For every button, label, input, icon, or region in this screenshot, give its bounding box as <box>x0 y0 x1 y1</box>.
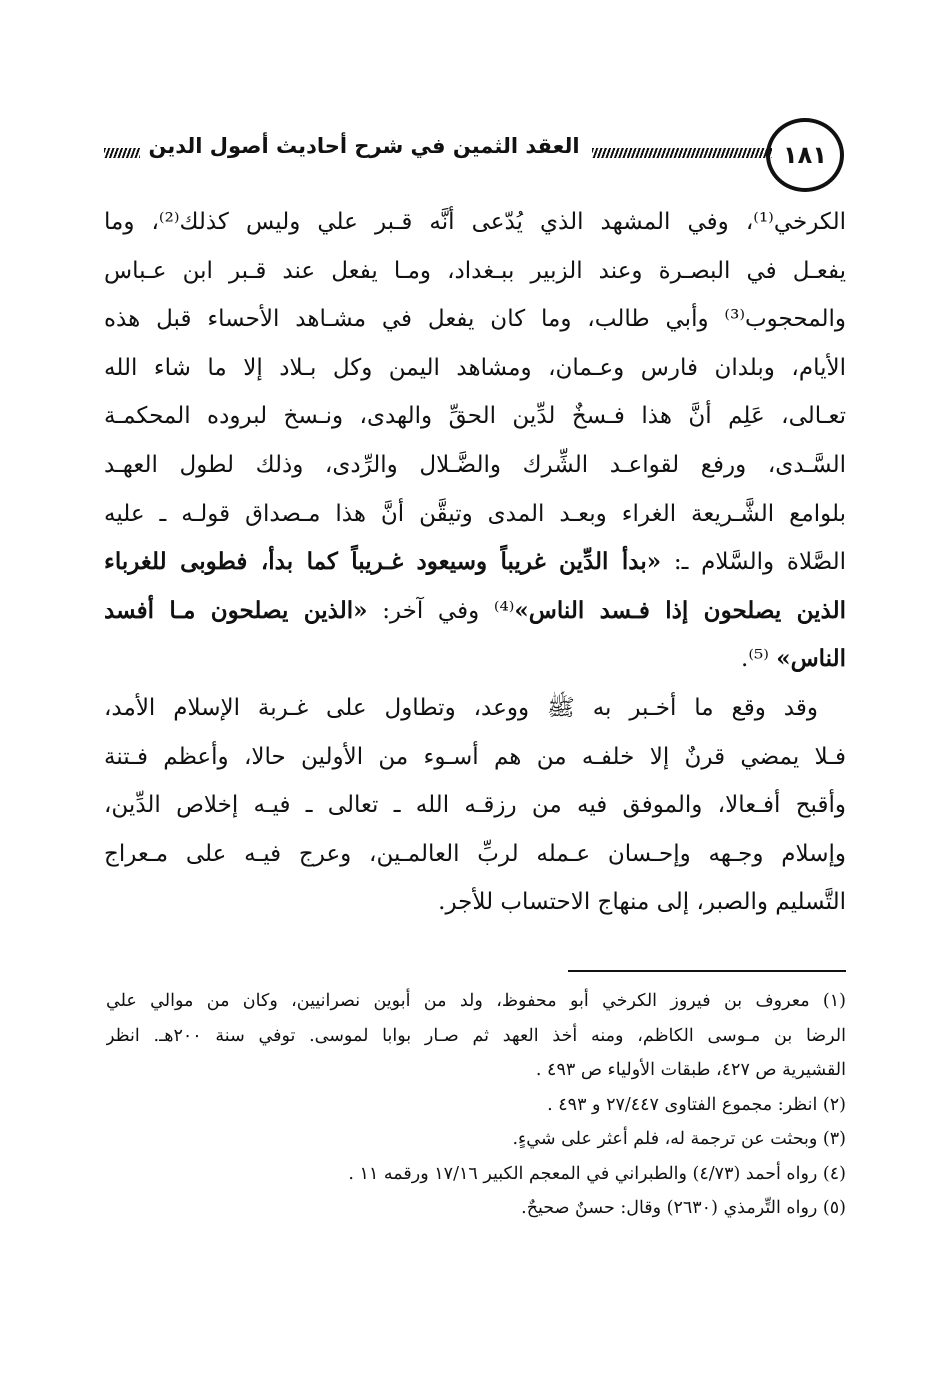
text-line <box>104 733 846 782</box>
text-line-content: وفي آخر: <box>382 597 480 624</box>
text-line <box>104 684 846 733</box>
header-ornament-left <box>104 148 144 158</box>
text-line-content: الصَّلاة والسَّلام ـ: <box>673 549 846 576</box>
text-line <box>104 490 846 539</box>
text-line <box>104 635 846 684</box>
main-text <box>104 198 846 927</box>
footnotes <box>106 984 846 1226</box>
footnote-line: القشيرية ص ٤٢٧، طبقات الأولياء ص ٤٩٣ . <box>535 1060 846 1080</box>
text-line <box>104 392 846 441</box>
text-line <box>104 295 846 344</box>
footnote-line: (٥) رواه التِّرمذي (٢٦٣٠) وقال: حسنٌ صحيحٌ. <box>521 1198 846 1218</box>
text-line-content: والمحجوب⁽³⁾ وأبي طالب، وما كان يفعل في مشـاهد الأحساء قبل هذه <box>104 306 846 333</box>
header-ornament-right <box>592 148 772 158</box>
text-line-content: بلوامع الشَّـريعة الغراء وبعـد المدى وتيقَّن أنَّ هذا مـصداق قولـه ـ عليه <box>104 500 846 527</box>
text-line-content: يفعـل في البصـرة وعند الزبير ببـغداد، ومـا يفعل عند قـبر ابن عـباس <box>104 257 846 284</box>
footnote-ref: ⁽⁵⁾. <box>741 646 769 673</box>
text-line-content: الكرخي⁽¹⁾، وفي المشهد الذي يُدّعى أنَّه قـبر علي وليس كذلك⁽²⁾، وما <box>104 209 846 235</box>
text-line-content: وإسلام وجـهه وإحـسان عـمله لربِّ العالمـين، وعرج فيـه على مـعراج <box>104 840 846 867</box>
text-line <box>104 441 846 490</box>
hadith-quote: «الذين يصلحون مـا أفسد <box>104 596 368 624</box>
hadith-quote: الذين يصلحون إذا فـسد الناس» <box>514 596 846 624</box>
footnote-line: الرضا بن مـوسى الكاظم، ومنه أخذ العهد ثم صـار بوابا لموسى. توفي سنة ٢٠٠هـ. انظر <box>106 1025 846 1046</box>
text-line <box>104 781 846 830</box>
text-line <box>104 344 846 393</box>
footnote-line: (٤) رواه أحمد (٤/٧٣) والطبراني في المعجم الكبير ١٧/١٦ ورقمه ١١ . <box>348 1163 846 1184</box>
text-line-content: تعـالى، عَلِم أنَّ هذا فـسخٌ لدِّين الحقِّ والهدى، ونـسخ لبروده المحكمـة <box>104 403 846 430</box>
page-header <box>104 118 844 196</box>
hadith-quote: «بدأ الدِّين غريباً وسيعود غـريباً كما بدأ، فطوبى للغرباء <box>104 548 662 576</box>
text-line <box>104 198 846 247</box>
text-line-content: وأقبح أفـعالا، والموفق فيه من رزقـه الله ـ تعالى ـ فيـه إخلاص الدِّين، <box>104 792 846 819</box>
running-title: العقد الثمين في شرح أحاديث أصول الدين <box>140 134 588 158</box>
footnote-ref: ⁽⁴⁾ <box>493 597 515 624</box>
text-line-content: فـلا يمضي قرنٌ إلا خلفـه من هم أسـوء من الأولين حالا، وأعظم فـتنة <box>104 743 846 770</box>
text-line <box>104 587 846 636</box>
text-line <box>104 538 846 587</box>
footnote-line: (٣) وبحثت عن ترجمة له، فلم أعثر على شيءٍ. <box>512 1129 846 1149</box>
footnote-line: (٢) انظر: مجموع الفتاوى ٢٧/٤٤٧ و ٤٩٣ . <box>547 1094 846 1115</box>
page-number-text: ١٨١ <box>783 141 827 169</box>
page-number <box>766 118 844 192</box>
text-line <box>104 830 846 879</box>
text-line-content: التَّسليم والصبر، إلى منهاج الاحتساب للأجر. <box>438 889 846 916</box>
footnote-separator <box>568 970 846 972</box>
footnote-line: (١) معروف بن فيروز الكرخي أبو محفوظ، ولد من أبوين نصرانيين، وكان من موالي علي <box>106 991 846 1011</box>
text-line <box>104 878 846 927</box>
text-line-content: السَّـدى، ورفع لقواعـد الشِّرك والضَّـلال والرِّدى، وذلك لطول العهـد <box>104 451 846 478</box>
text-line <box>104 247 846 296</box>
text-line-content: الأيام، وبلدان فارس وعـمان، ومشاهد اليمن وكل بـلاد إلا ما شاء الله <box>104 354 846 381</box>
text-line-content: وقد وقع ما أخـبر به ﷺ ووعد، وتطاول على غـربة الإسلام الأمد، <box>104 694 818 721</box>
hadith-quote: الناس» <box>776 645 846 673</box>
